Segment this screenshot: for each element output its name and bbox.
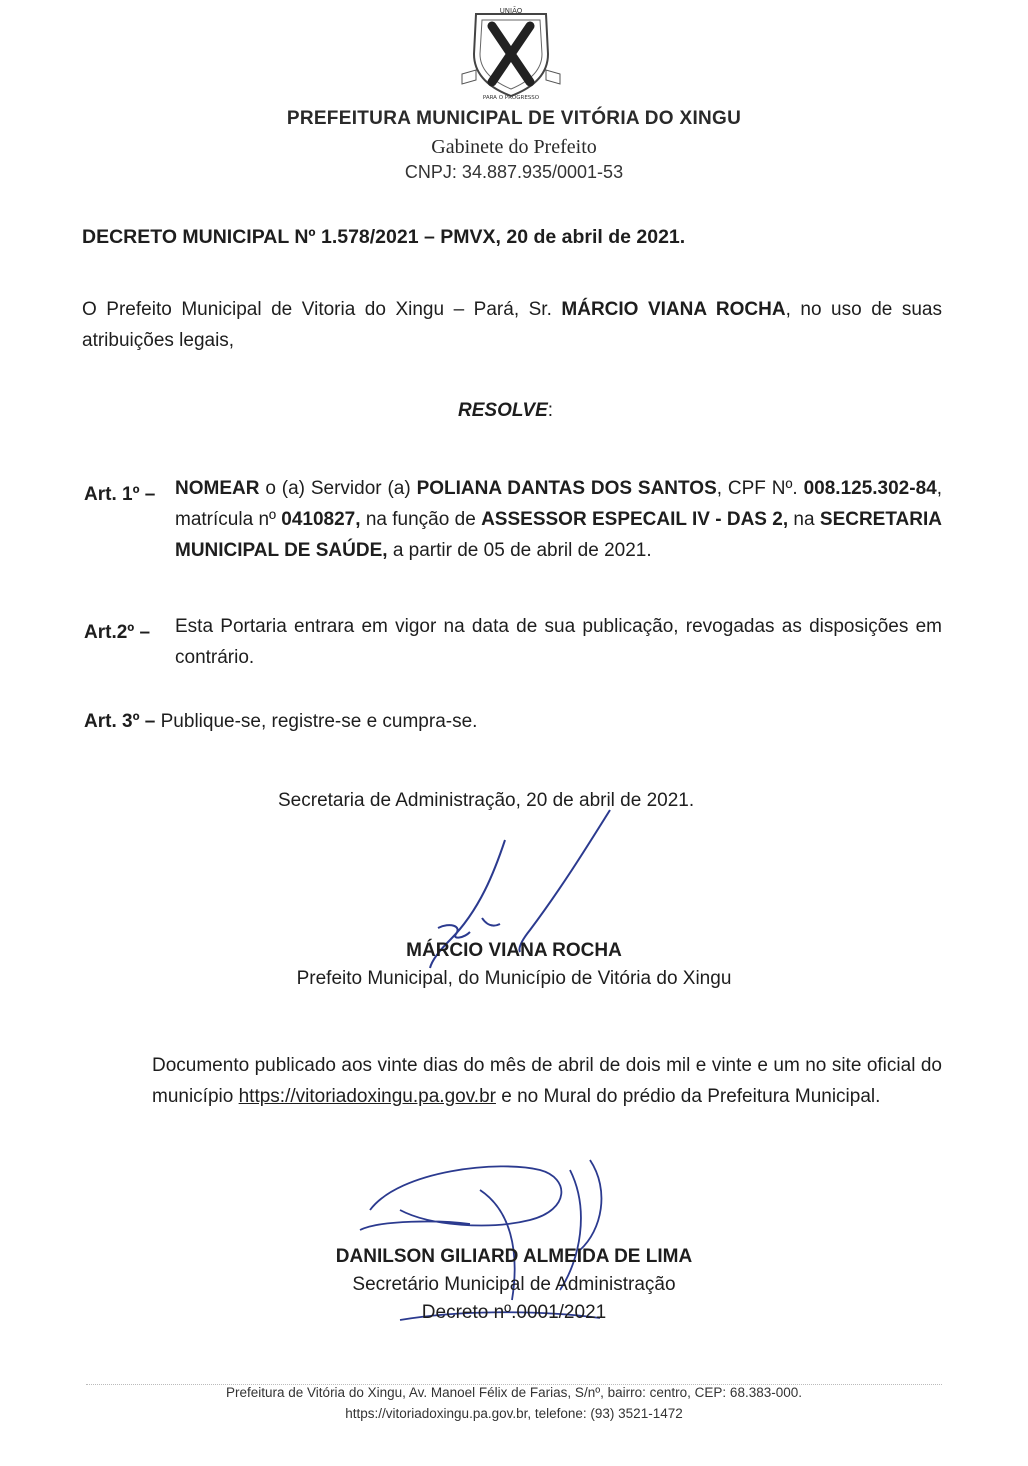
municipal-website-link[interactable]: https://vitoriadoxingu.pa.gov.br (238, 1086, 496, 1107)
art1-label: Art. 1º – (84, 484, 156, 505)
municipal-seal (456, 4, 566, 100)
art3-label: Art. 3º – (84, 711, 156, 732)
footer-contact: https://vitoriadoxingu.pa.gov.br, telefone: (93) 3521-1472 (345, 1406, 683, 1421)
resolve-heading: RESOLVE: (458, 400, 554, 421)
intro-paragraph: O Prefeito Municipal de Vitoria do Xingu – Pará, Sr. MÁRCIO VIANA ROCHA, no uso de suas atribuições legais, (82, 299, 943, 351)
art2-label: Art.2º – (84, 622, 151, 643)
signatory2-name: DANILSON GILIARD ALMEIDA DE LIMA (335, 1246, 693, 1267)
art1-body: NOMEAR o (a) Servidor (a) POLIANA DANTAS DOS SANTOS, CPF Nº. 008.125.302-84, matrícula nº 0410827, na função de ASSESSOR ESPECAIL IV - DAS 2, na SECRETARIA MUNICIPAL DE SAÚDE, a partir de 05 de abril de 2021. (175, 478, 942, 561)
art3: Art. 3º – Publique-se, registre-se e cumpra-se. (84, 711, 478, 732)
decree-title: DECRETO MUNICIPAL Nº 1.578/2021 – PMVX, 20 de abril de 2021. (82, 226, 686, 248)
signatory1-role: Prefeito Municipal, do Município de Vitória do Xingu (296, 968, 732, 989)
svg-text:PARA O PROGRESSO: PARA O PROGRESSO (482, 95, 540, 100)
footer-address: Prefeitura de Vitória do Xingu, Av. Manoel Félix de Farias, S/nº, bairro: centro, CEP: 68.383-000. (226, 1385, 802, 1400)
art2-body: Esta Portaria entrara em vigor na data de sua publicação, revogadas as disposições em contrário. (175, 616, 942, 668)
header-title: PREFEITURA MUNICIPAL DE VITÓRIA DO XINGU (286, 108, 742, 129)
signatory1-name: MÁRCIO VIANA ROCHA (406, 940, 622, 961)
signatory2-role: Secretário Municipal de Administração (352, 1274, 676, 1295)
publication-note: Documento publicado aos vinte dias do mês de abril de dois mil e vinte e um no site oficial do município https://vitoriadoxingu.pa.gov.br e no Mural do prédio da Prefeitura Municipal. (152, 1055, 942, 1107)
header-subtitle: Gabinete do Prefeito (431, 136, 597, 158)
svg-text:UNIÃO: UNIÃO (499, 7, 523, 15)
place-date: Secretaria de Administração, 20 de abril de 2021. (278, 790, 695, 811)
header-cnpj: CNPJ: 34.887.935/0001-53 (404, 162, 624, 182)
mayor-name: MÁRCIO VIANA ROCHA (561, 299, 786, 320)
signatory2-decree: Decreto nº.0001/2021 (421, 1302, 607, 1323)
